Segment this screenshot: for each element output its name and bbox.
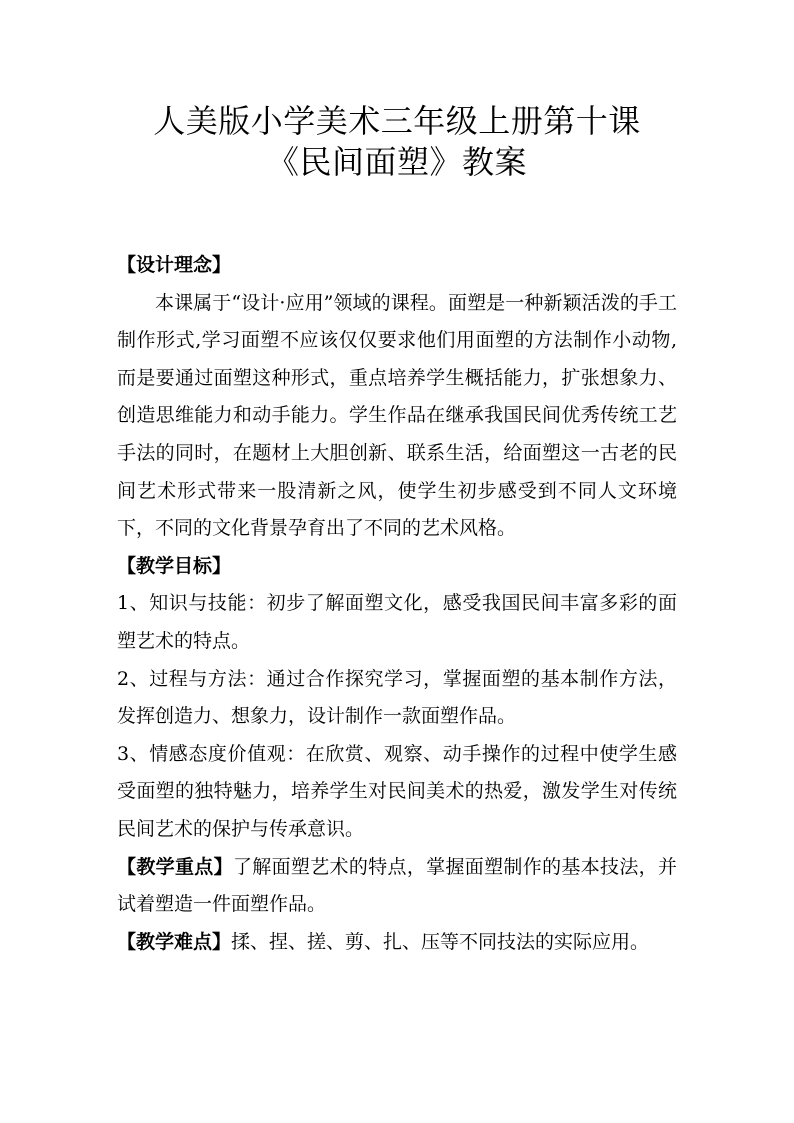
document-title-line2: 《民间面塑》教案 bbox=[266, 143, 527, 181]
design-concept-paragraph: 本课属于“设计·应用”领域的课程。面塑是一种新颖活泼的手工制作形式,学习面塑不应该仅仅要求他们用面塑的方法制作小动物,而是要通过面塑这种形式，重点培养学生概括能力，扩张想象力、创造思维能力和动手能力。学生作品在继承我国民间优秀传统工艺手法的同时，在题材上大胆创新、联系生活，给面塑这一古老的民间艺术形式带来一股清新之风，使学生初步感受到不同人文环境下，不同的文化背景孕育出了不同的艺术风格。 bbox=[117, 291, 677, 540]
key-points-text: 了解面塑艺术的特点，掌握面塑制作的基本技法，并试着塑造一件面塑作品。 bbox=[117, 855, 677, 916]
section-heading-teaching-goals: 【教学目标】 bbox=[117, 554, 232, 577]
document-title-line1: 人美版小学美术三年级上册第十课 bbox=[153, 102, 641, 140]
difficult-points-paragraph bbox=[117, 924, 677, 962]
section-heading-design-concept: 【设计理念】 bbox=[117, 254, 232, 276]
teaching-goal-item-1: 1、知识与技能：初步了解面塑文化，感受我国民间丰富多彩的面塑艺术的特点。 bbox=[117, 592, 677, 652]
teaching-goal-item-2: 2、过程与方法：通过合作探究学习，掌握面塑的基本制作方法，发挥创造力、想象力，设计制作一款面塑作品。 bbox=[117, 667, 677, 728]
key-points-label: 【教学重点】 bbox=[117, 855, 233, 878]
difficult-points-text: 揉、捏、搓、剪、扎、压等不同技法的实际应用。 bbox=[231, 930, 650, 953]
document-body bbox=[117, 247, 677, 961]
difficult-points-label: 【教学难点】 bbox=[117, 930, 232, 953]
teaching-goal-item-3: 3、情感态度价值观：在欣赏、观察、动手操作的过程中使学生感受面塑的独特魅力，培养学生对民间美术的热爱，激发学生对传统民间艺术的保护与传承意识。 bbox=[117, 742, 677, 840]
key-points-paragraph bbox=[117, 849, 677, 924]
